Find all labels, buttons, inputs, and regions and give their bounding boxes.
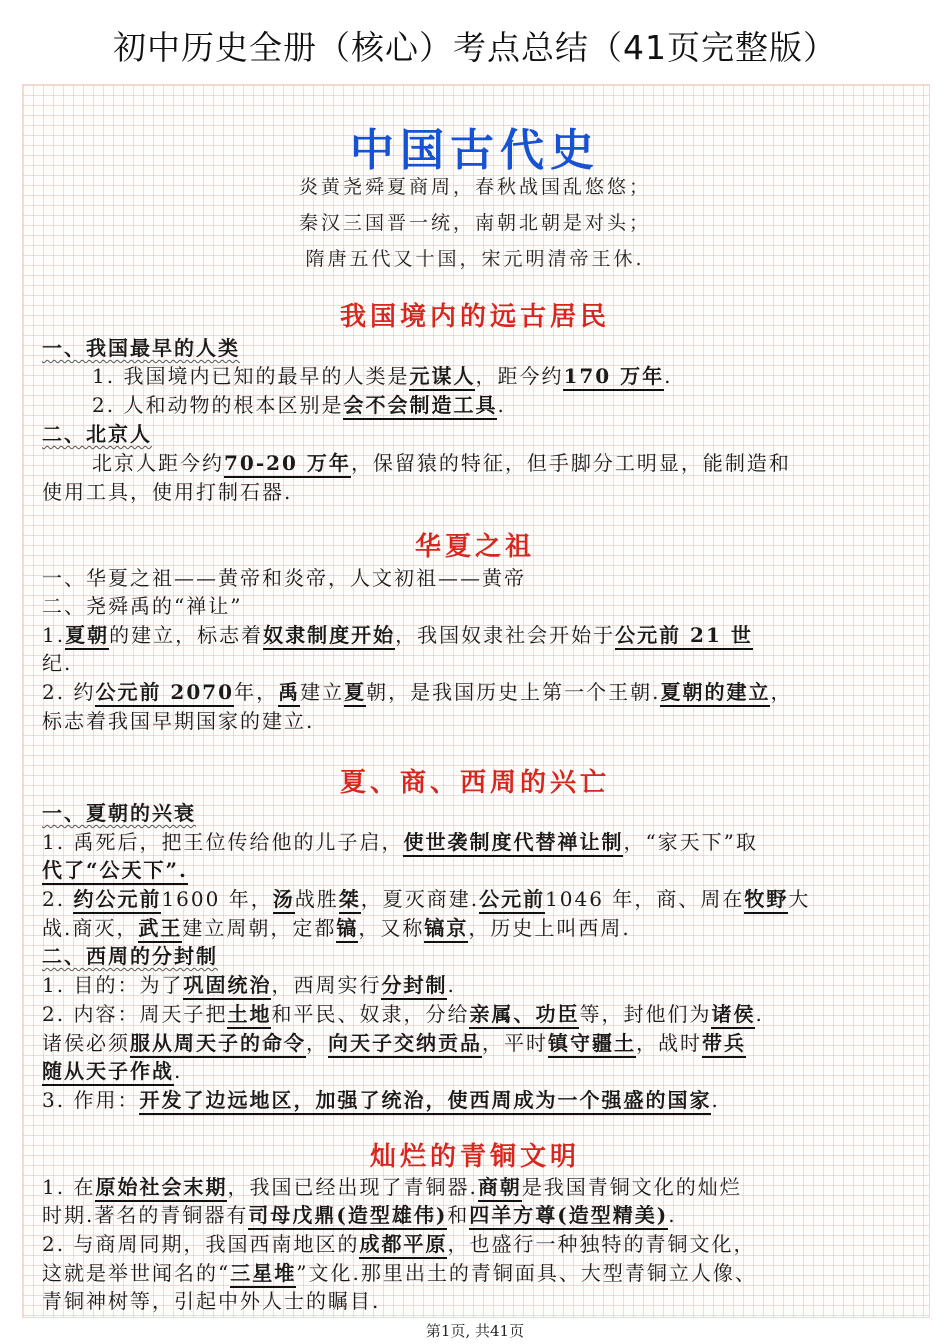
poem-line-3: 隋唐五代又十国，宋元明清帝王休. [305, 248, 645, 270]
main-title: 中国古代史 [350, 125, 600, 176]
fengjian-content-2: 诸侯必须服从周天子的命令，向天子交纳贡品，平时镇守疆土，战时带兵 [42, 1027, 912, 1056]
poem-line-2: 秦汉三国晋一统，南朝北朝是对头； [298, 212, 651, 234]
bronze-point-1: 1. 在原始社会末期，我国已经出现了青铜器.商朝是我国青铜文化的灿烂 [42, 1171, 912, 1200]
xia-founding-1: 1.夏朝的建立，标志着奴隶制度开始，我国奴隶社会开始于公元前 21 世 [42, 619, 912, 648]
xia-founding-1-cont: 纪. [42, 651, 73, 675]
peking-man-text-2: 使用工具，使用打制石器. [42, 480, 293, 504]
xia-point-1: 1. 禹死后，把王位传给他的儿子启，使世袭制度代替禅让制，“家天下”取 [42, 826, 912, 855]
huaxia-ancestors: 一、华夏之祖——黄帝和炎帝，人文初祖——黄帝 [42, 566, 526, 590]
point-1-yuanmou: 1. 我国境内已知的最早的人类是元谋人，距今约170 万年. [92, 360, 950, 389]
fengjian-content-1: 2. 内容：周天子把土地和平民、奴隶，分给亲属、功臣等，封他们为诸侯. [42, 998, 912, 1027]
point-2-tools: 2. 人和动物的根本区别是会不会制造工具. [92, 389, 950, 418]
xia-point-2-cont: 战.商灭，武王建立周朝，定都镐，又称镐京，历史上叫西周. [42, 912, 912, 941]
xia-founding-2: 2. 约公元前 2070年，禹建立夏朝，是我国历史上第一个王朝.夏朝的建立， [42, 676, 912, 705]
page-indicator: 第1页, 共41页 [425, 1322, 525, 1340]
subheading-peking-man: 二、北京人 [42, 422, 152, 446]
poem-line-1: 炎黄尧舜夏商周，春秋战国乱悠悠； [298, 176, 651, 198]
fengjian-content-3: 随从天子作战. [42, 1055, 912, 1084]
section-title-bronze: 灿烂的青铜文明 [369, 1142, 580, 1172]
xia-point-2: 2. 约公元前1600 年，汤战胜桀，夏灭商建.公元前1046 年，商、周在牧野大 [42, 883, 912, 912]
bronze-point-2-end: 青铜神树等，引起中外人士的瞩目. [42, 1289, 381, 1313]
section-title-xia-shang-zhou: 夏、商、西周的兴亡 [339, 768, 610, 798]
peking-man-text-1: 北京人距今约70-20 万年，保留猿的特征，但手脚分工明显，能制造和 [92, 447, 950, 476]
bronze-point-2-cont: 这就是举世闻名的“三星堆”文化.那里出土的青铜面具、大型青铜立人像、 [42, 1257, 912, 1286]
xia-point-1-cont: 代了“公天下”. [42, 854, 912, 883]
subheading-earliest-humans: 一、我国最早的人类 [42, 336, 240, 360]
section-title-huaxia: 华夏之祖 [414, 532, 535, 562]
section-title-ancient-residents: 我国境内的远古居民 [339, 302, 610, 332]
xia-founding-2-cont: 标志着我国早期国家的建立. [42, 709, 315, 733]
fengjian-effect: 3. 作用：开发了边远地区，加强了统治，使西周成为一个强盛的国家. [42, 1084, 912, 1113]
subheading-fengjian: 二、西周的分封制 [42, 944, 218, 968]
shanrang-heading: 二、尧舜禹的“禅让” [42, 594, 243, 618]
subheading-xia-rise-fall: 一、夏朝的兴衰 [42, 801, 196, 825]
fengjian-purpose: 1. 目的：为了巩固统治，西周实行分封制. [42, 969, 912, 998]
document-title: 初中历史全册（核心）考点总结（41页完整版） [113, 28, 837, 67]
bronze-point-2: 2. 与商周同期，我国西南地区的成都平原，也盛行一种独特的青铜文化， [42, 1228, 912, 1257]
bronze-point-1-cont: 时期.著名的青铜器有司母戊鼎(造型雄伟)和四羊方尊(造型精美). [42, 1199, 912, 1228]
